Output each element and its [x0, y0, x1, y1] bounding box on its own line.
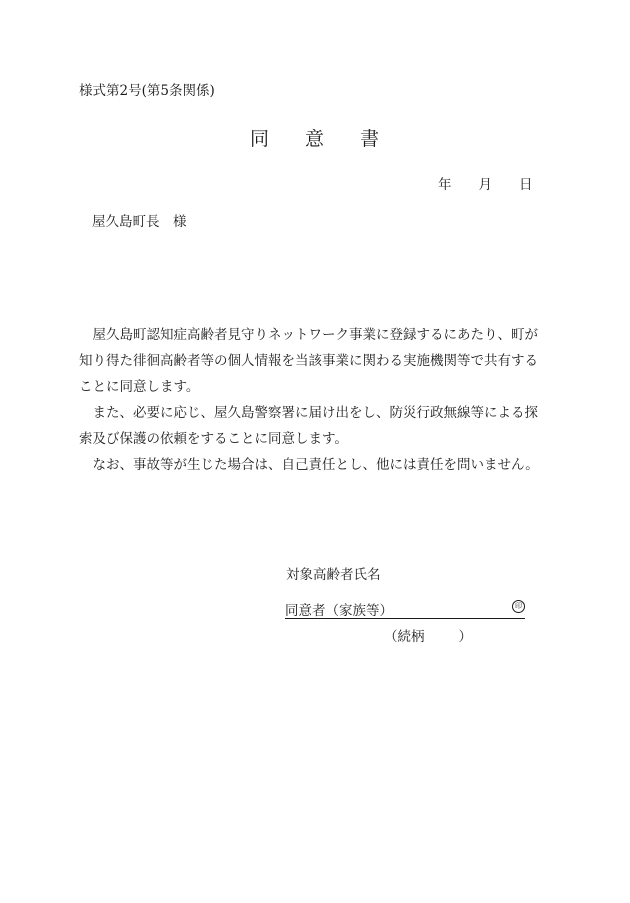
- title-char: 同: [250, 128, 270, 150]
- consenter-label: 同意者（家族等）: [285, 603, 393, 619]
- relationship-field: [384, 625, 472, 645]
- subject-name-label: 対象高齢者氏名: [286, 567, 381, 583]
- form-number: 様式第2号(第5条関係): [79, 83, 215, 99]
- relationship-close: ）: [458, 629, 472, 645]
- body-paragraph: また、必要に応じ、屋久島警察署に届け出をし、防災行政無線等による探索及び保護の依頼をすることに同意します。: [79, 405, 538, 447]
- date-year-unit: 年: [438, 177, 452, 193]
- title-char: 書: [360, 128, 380, 150]
- title-char: 意: [305, 128, 325, 150]
- date-month-unit: 月: [478, 177, 492, 193]
- consent-body: [79, 322, 549, 478]
- relationship-open: （続柄: [384, 629, 425, 645]
- date-day-unit: 日: [519, 177, 533, 193]
- addressee: 屋久島町長 様: [92, 214, 187, 230]
- consenter-signature-line: [285, 599, 525, 619]
- seal-icon: 印: [512, 600, 525, 613]
- document-title: [250, 124, 379, 151]
- body-paragraph: 屋久島町認知症高齢者見守りネットワーク事業に登録するにあたり、町が知り得た徘徊高齢者等の個人情報を当該事業に関わる実施機関等で共有することに同意します。: [79, 327, 538, 395]
- date-line: [438, 173, 533, 193]
- body-paragraph: なお、事故等が生じた場合は、自己責任とし、他には責任を問いません。: [92, 457, 539, 473]
